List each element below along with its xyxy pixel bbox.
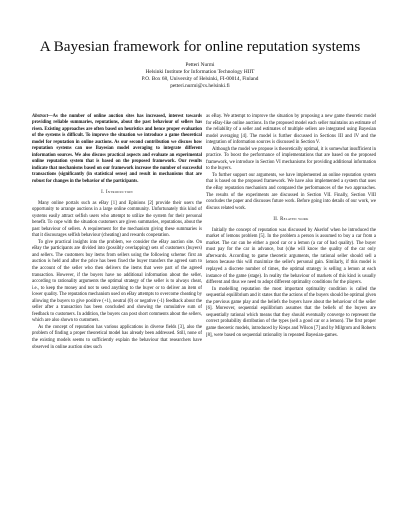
abstract-label: Abstract bbox=[32, 114, 48, 119]
related-paragraph-1: Initially the concept of reputation was discussed by Akerlof when he introduced the market of lemons problem [5]. In the problem a person is assumed to buy a car from a market. The car can be either a good car or a lemon (a car of bad quality). The buyer must pay for the car in advance, but (s)he will know the quality of the car only afterwards. According to game theoretic arguments, the rational seller should sell a lemon because this will maximize the seller's personal gain. Similarly, if this model is replayed a discrete number of times, the optimal strategy is selling a lemon at each instance of the game (stage). In reality the behaviour of markets of this kind is usually different and thus we need to adopt different optimality conditions for the players. bbox=[206, 227, 376, 286]
related-paragraph-2: In modelling reputation the most important optimality condition is called the sequential equilibrium and it states that the actions of the buyers should be optimal given the previous game play and the beliefs the buyers have about the behaviour of the seller [6]. Moreover, sequential equilibrium assumes that the beliefs of the buyers are sequentially rational which means that they should eventually converge to represent the correct probability distribution of the types (sell a good car or a lemon). The first proper game theoretic models, introduced by Kreps and Wilson [7] and by Milgrom and Roberts [8], were based on sequential rationality in repeated Bayesian-games. bbox=[206, 286, 376, 338]
intro-paragraph-2: To give practical insights into the problem, we consider the eBay auction site. On eBay the participants are divided into (possibly overlapping) sets of customers (buyers) and sellers. The customers buy items from sellers using the following scheme: first an auction is held and after the price has been fixed the buyer transfers the agreed sum to the account of the seller who then delivers the items that were part of the agreed transaction. However, if the buyers have no additional information about the seller, according to rationality arguments the optimal strategy of the seller is to always cheat, i.e., to keep the money and not to send anything to the buyer or to deliver an item of lower quality. The reputation mechanism used on eBay attempts to overcome cheating by allowing the buyers to give positive (+1), neutral (0) or negative (-1) feedback about the seller after a transaction has been concluded and showing the cumulative sum of feedback to customers. In addition, the buyers can post short comments about the sellers, which are also shown to customers. bbox=[32, 239, 202, 324]
intro-paragraph-1: Many online portals such as eBay [1] and Epinions [2] provide their users the opportunity to arrange auctions in a large online community. Unfortunately this kind of systems easily attract selfish users who attempt to utilize the system for their personal benefit. To cope with the situation customers are given summaries, reputations, about the past behaviour of sellers. A requirement for the mechanism giving these summaries is that it discourages selfish behaviour (cheating) and rewards cooperation. bbox=[32, 200, 202, 239]
section-heading-related-work: II. Related work bbox=[273, 217, 309, 223]
intro-paragraph-3: As the concept of reputation has various applications in diverse fields [3], also the problem of finding a proper theoretical model has already been addressed. Still, none of the existing models seems to sufficiently explain the behaviour that researchers have observed in online auction sites such bbox=[32, 324, 202, 350]
section-heading-introduction: I. Introduction bbox=[101, 189, 133, 195]
right-column bbox=[206, 114, 376, 339]
left-column bbox=[32, 114, 202, 351]
author-address: P.O. Box 68, University of Helsinki, FI-00014, Finland bbox=[141, 76, 259, 82]
abstract-text: —As the number of online auction sites has increased, interest towards providing reliable summaries, reputations, about the past behaviour of sellers has risen. Existing approaches are often based on heuristics and hence proper evaluation of the systems is difficult. To improve the situation we introduce a game theoretical model for reputation in online auctions. As our second contribution we discuss how reputation systems can use Bayesian model averaging to integrate different information sources. We also discuss practical aspects and evaluate an experimental online reputation system that is based on the proposed framework. Our results indicate that mechanisms based on our framework increase the number of successful transactions (significantly (in statistical sense) and result in mechanisms that are robust for changes in the behavior of the participants. bbox=[32, 114, 202, 184]
author-block bbox=[0, 62, 400, 90]
intro-paragraph-5: Although the model we propose is theoretically optimal, it is somewhat insufficient in practice. To boost the performance of implementations that are based on the proposed framework, we introduce in Section VI mechanisms for providing additional information to the buyers. bbox=[206, 146, 376, 172]
abstract bbox=[32, 114, 202, 185]
intro-paragraph-6: To further support our arguments, we have implemented an online reputation system that is based on the proposed framework. We have also implemented a system that uses the eBay reputation mechanism and compared the performances of the two approaches. The results of the experiments are discussed in Section VII. Finally, Section VIII concludes the paper and discusses future work. Before going into details of our work, we discuss related work. bbox=[206, 172, 376, 211]
author-name: Petteri Nurmi bbox=[185, 62, 215, 68]
intro-paragraph-4: as eBay. We attempt to improve the situation by proposing a new game theoretic model for eBay-like online auctions. In the proposed model each seller maintains an estimate of the reliability of a seller and estimates of multiple sellers are integrated using Bayesian model averaging [4]. The model is further discussed in Sections III and IV and the integration of information sources is discussed in Section V. bbox=[206, 114, 376, 146]
paper-title: A Bayesian framework for online reputation systems bbox=[39, 38, 361, 55]
author-affiliation: Helsinki Institute for Information Technology HIIT bbox=[145, 69, 255, 75]
author-email: petteri.nurmi@cs.helsinki.fi bbox=[170, 83, 230, 89]
